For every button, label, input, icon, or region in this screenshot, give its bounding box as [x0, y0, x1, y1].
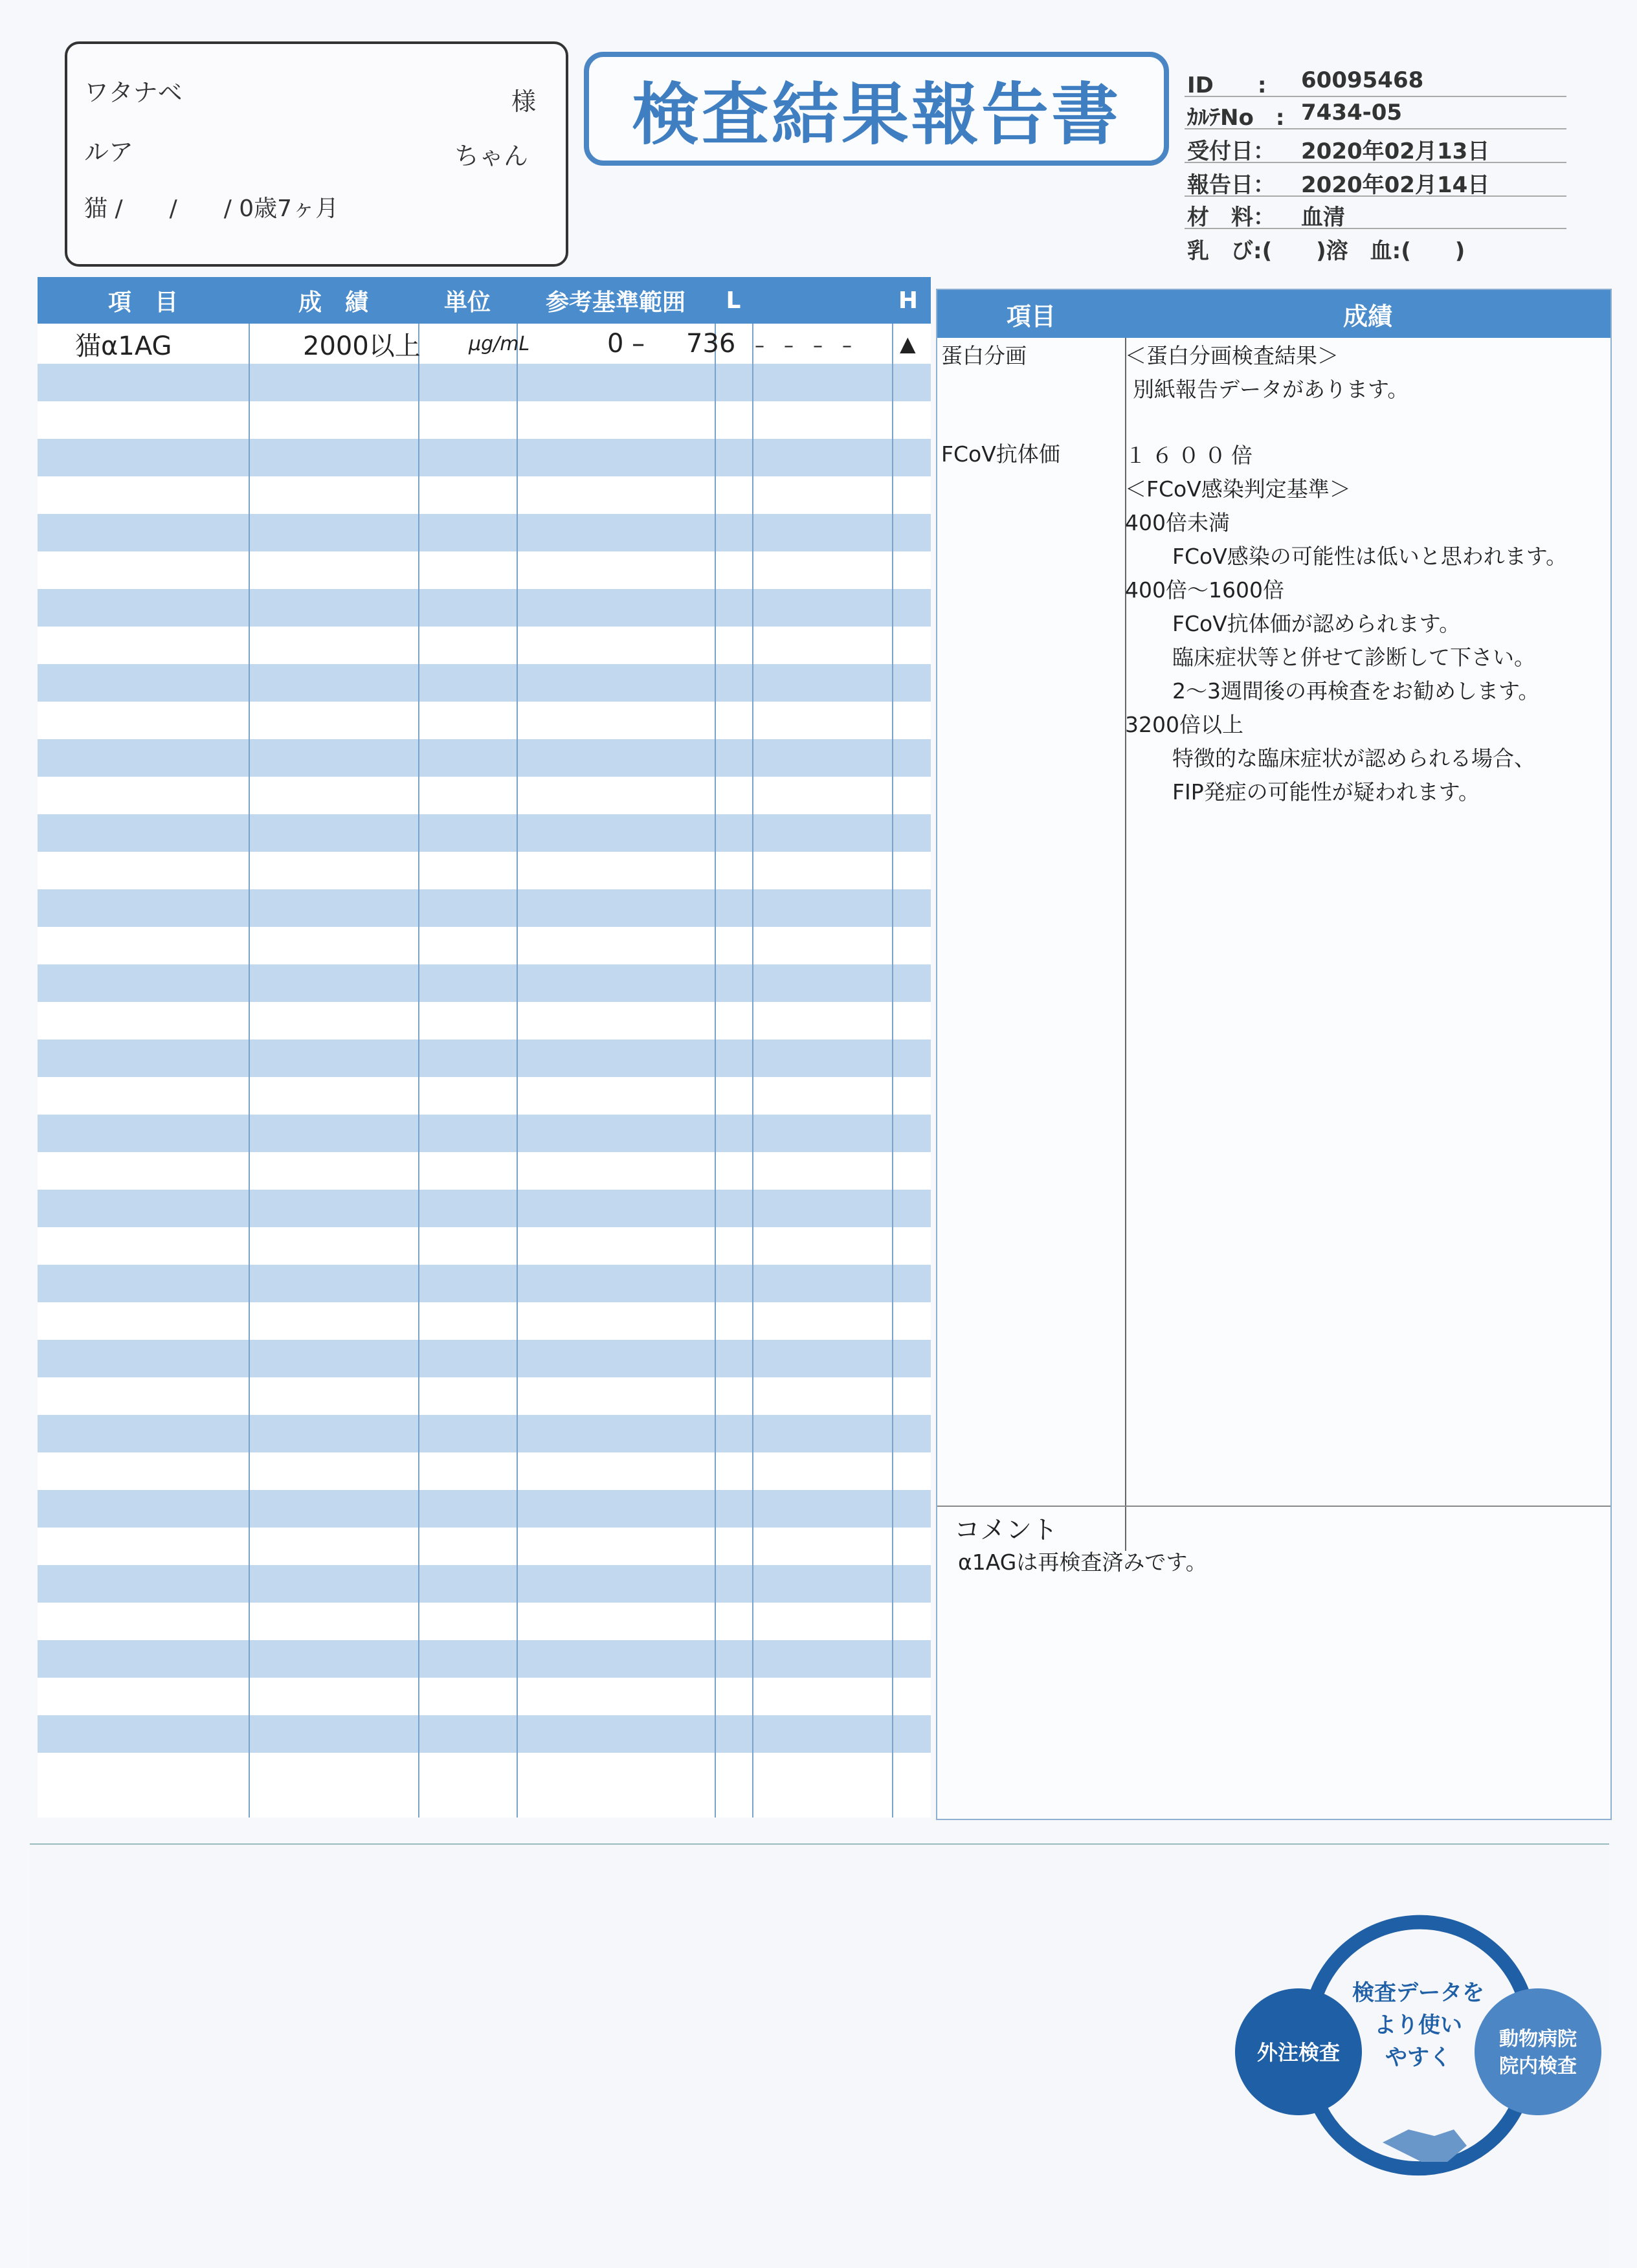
meta-material: 材 料： 血清: [1185, 197, 1566, 229]
header-item: 項 目: [38, 277, 249, 324]
table-row: [38, 889, 931, 927]
table-row: [38, 1040, 931, 1077]
detail-line: 400倍～1600倍: [1125, 577, 1284, 603]
detail-line: FIP発症の可能性が疑われます。: [1151, 779, 1480, 805]
species-age: 猫 / / / 0歳7ヶ月: [84, 195, 339, 222]
table-row: [38, 1115, 931, 1152]
logo-left-text: 外注検査: [1256, 2040, 1341, 2065]
detail-line: 別紙報告データがあります。: [1133, 377, 1409, 402]
meta-id: ID : 60095468: [1185, 65, 1566, 97]
row-range-high: 736: [686, 329, 736, 359]
detail-line: ＜FCoV感染判定基準＞: [1125, 476, 1351, 502]
detail-line: FCoV抗体価が認められます。: [1151, 611, 1461, 636]
table-row: [38, 1640, 931, 1678]
table-row: [38, 1715, 931, 1753]
lab-logo: [1234, 1890, 1609, 2201]
header-low: L: [715, 277, 752, 324]
comment-label: コメント: [954, 1515, 1058, 1545]
table-row: [38, 1265, 931, 1302]
table-row: [38, 1340, 931, 1377]
detail-line: １６００倍: [1125, 443, 1258, 468]
report-title: 検査結果報告書: [631, 75, 1121, 154]
column-divider: [715, 324, 716, 1818]
logo-bottom-text: やすく: [1385, 2045, 1451, 2071]
meta-chyle-hemolysis: 乳 び:( )溶 血:( ): [1187, 238, 1465, 264]
pet-suffix: ちゃん: [454, 142, 529, 170]
detail-line: ＜蛋白分画検査結果＞: [1125, 343, 1339, 368]
table-row: [38, 964, 931, 1002]
table-row: [38, 1490, 931, 1528]
report-title-box: [584, 52, 1169, 166]
logo-top-text: 検査データを: [1352, 1980, 1484, 2006]
table-row: [38, 1415, 931, 1452]
table-row: [38, 664, 931, 702]
row-range-low: 0 –: [607, 329, 645, 359]
meta-chart-no: ｶﾙﾃNo : 7434-05: [1185, 97, 1566, 129]
detail-line: 臨床症状等と併せて診断して下さい。: [1151, 645, 1535, 670]
detail-line: FCoV感染の可能性は低いと思われます。: [1151, 544, 1568, 569]
logo-right-circle: [1475, 1988, 1601, 2115]
logo-right-text-1: 動物病院: [1499, 2028, 1577, 2051]
table-row: [38, 364, 931, 401]
column-divider: [418, 324, 419, 1818]
detail-line: 3200倍以上: [1125, 712, 1243, 737]
detail-header-item: 項目: [937, 290, 1125, 338]
header-high: H: [752, 277, 931, 324]
table-row: [38, 1565, 931, 1603]
logo-right-text-2: 院内検査: [1499, 2055, 1577, 2078]
owner-name: ワタナベ: [84, 78, 183, 107]
header-unit: 単位: [418, 277, 517, 324]
table-row: [38, 439, 931, 476]
column-divider: [752, 324, 753, 1818]
pet-name: ルア: [84, 138, 134, 166]
detail-panel: [936, 289, 1612, 1820]
meta-report-date: 報告日： 2020年02月14日: [1185, 164, 1566, 197]
detail-line: 400倍未満: [1125, 510, 1230, 535]
table-row: [38, 589, 931, 627]
column-divider: [249, 324, 250, 1818]
detail-item-protein: 蛋白分画: [941, 343, 1027, 368]
results-table: [38, 277, 931, 1818]
table-row: [38, 814, 931, 852]
column-divider: [892, 324, 893, 1818]
row-item: 猫α1AG: [75, 331, 172, 361]
footer-area: [30, 1843, 1609, 2268]
row-result: 2000以上: [303, 331, 421, 361]
high-flag-icon: ▲: [900, 331, 916, 356]
column-divider: [517, 324, 518, 1818]
header-result: 成 績: [249, 277, 418, 324]
table-row: [38, 1190, 931, 1227]
owner-suffix: 様: [511, 87, 537, 116]
comment-text: α1AGは再検査済みです。: [958, 1550, 1207, 1575]
meta-received-date: 受付日： 2020年02月13日: [1185, 131, 1566, 163]
detail-line: 2～3週間後の再検査をお勧めします。: [1151, 678, 1540, 704]
comment-divider: [937, 1506, 1610, 1507]
table-row: [38, 739, 931, 777]
row-low-marks: – – – –: [755, 335, 852, 357]
patient-info-box: [65, 41, 568, 267]
row-unit: μg/mL: [469, 332, 530, 355]
header-reference-range: 参考基準範囲: [517, 277, 715, 324]
detail-line: 特徴的な臨床症状が認められる場合、: [1151, 746, 1535, 771]
logo-middle-text: より使い: [1374, 2012, 1462, 2038]
table-row: [38, 514, 931, 551]
detail-header-result: 成績: [1125, 290, 1610, 338]
detail-item-fcov: FCoV抗体価: [941, 441, 1060, 467]
